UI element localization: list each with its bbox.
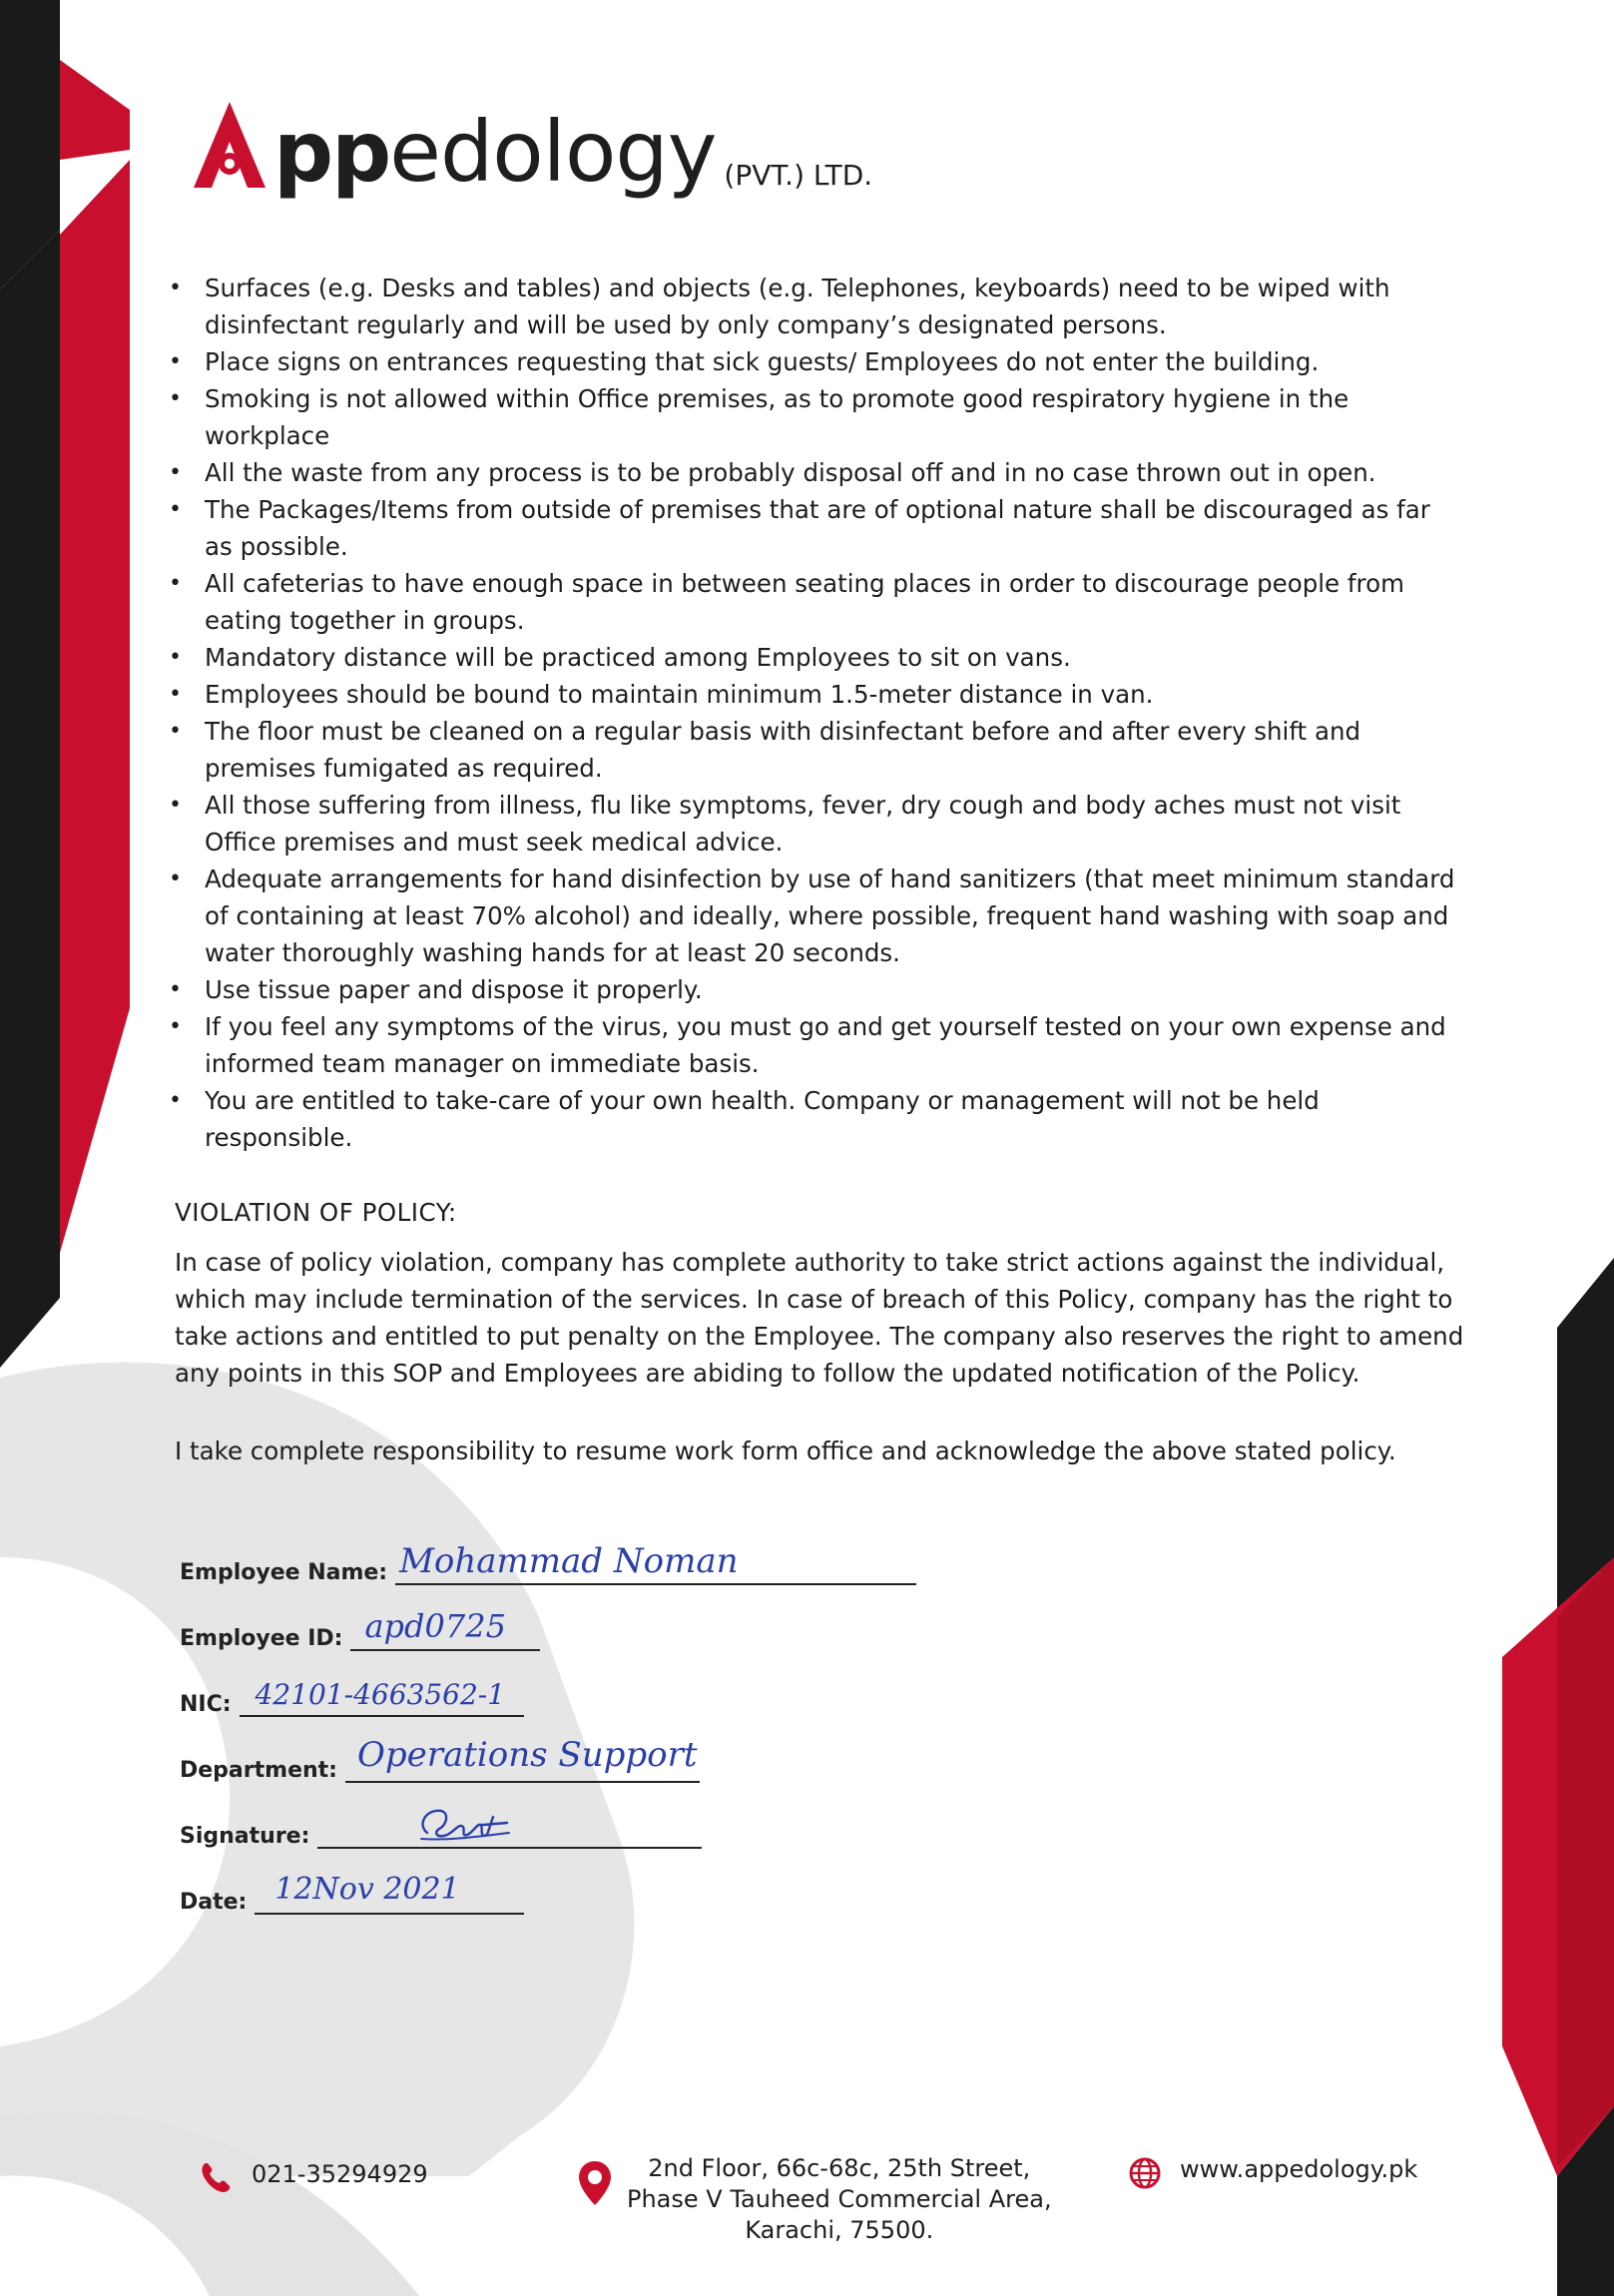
logo-a-mark-icon [190, 98, 269, 194]
list-item: • Adequate arrangements for hand disinfection by use of hand sanitizers (that meet minimum standard of containing at least 70% alcohol) and ideally, where possible, frequent hand washing with soap and water thoroughly washing hands for at least 20 seconds. [163, 861, 1460, 971]
address-line-2: Phase V Tauheed Commercial Area, [627, 2185, 1052, 2213]
employee-id-value: apd0725 [364, 1607, 506, 1645]
department-value: Operations Support [356, 1735, 698, 1775]
department-line [345, 1735, 700, 1783]
list-item: • If you feel any symptoms of the virus, you must go and get yourself tested on your own expense and informed team manager on immediate basis. [163, 1008, 1460, 1082]
logo-light-text: edology [389, 103, 717, 201]
department-field [180, 1735, 700, 1783]
guidelines-list [163, 270, 1460, 1156]
department-label: Department: [180, 1758, 337, 1783]
list-item: • Use tissue paper and dispose it properly. [163, 971, 1460, 1008]
list-item: • Place signs on entrances requesting that sick guests/ Employees do not enter the building. [163, 343, 1460, 380]
handwritten-signature [397, 1795, 527, 1851]
nic-field [180, 1677, 524, 1717]
location-pin-icon [577, 2159, 613, 2207]
logo-bold-text: pp [273, 103, 390, 201]
logo-suffix: (PVT.) LTD. [724, 159, 873, 192]
list-item: • All those suffering from illness, flu like symptoms, fever, dry cough and body aches must not visit Office premises and must seek medical advice. [163, 787, 1460, 861]
employee-id-field [180, 1607, 540, 1651]
date-line [255, 1872, 524, 1915]
list-item: • The Packages/Items from outside of premises that are of optional nature shall be discouraged as far as possible. [163, 491, 1460, 565]
nic-value: 42101-4663562-1 [255, 1678, 506, 1711]
employee-id-line [350, 1607, 540, 1651]
employee-name-field [180, 1541, 916, 1585]
footer-phone [198, 2159, 428, 2195]
address-line-3: Karachi, 75500. [745, 2216, 934, 2244]
phone-icon [198, 2159, 234, 2195]
website-link[interactable]: www.appedology.pk [1180, 2155, 1418, 2183]
address-block [627, 2153, 1052, 2246]
list-item: • Smoking is not allowed within Office premises, as to promote good respiratory hygiene in the workplace [163, 380, 1460, 454]
globe-icon [1128, 2156, 1162, 2190]
nic-line [240, 1677, 524, 1717]
list-item: • Employees should be bound to maintain minimum 1.5-meter distance in van. [163, 676, 1460, 713]
address-line-1: 2nd Floor, 66c-68c, 25th Street, [648, 2154, 1031, 2182]
signature-label: Signature: [180, 1824, 310, 1849]
list-item: • Mandatory distance will be practiced among Employees to sit on vans. [163, 639, 1460, 676]
employee-name-label: Employee Name: [180, 1560, 388, 1585]
nic-label: NIC: [180, 1692, 232, 1717]
signature-field [180, 1809, 702, 1849]
list-item: • All cafeterias to have enough space in between seating places in order to discourage people from eating together in groups. [163, 565, 1460, 639]
employee-name-value: Mohammad Noman [399, 1541, 739, 1581]
acknowledgement-text: I take complete responsibility to resume work form office and acknowledge the above stated policy. [175, 1436, 1396, 1465]
list-item: • Surfaces (e.g. Desks and tables) and objects (e.g. Telephones, keyboards) need to be wiped with disinfectant regularly and will be used by only company’s designated persons. [163, 270, 1460, 343]
footer-address [577, 2153, 1052, 2246]
violation-title: VIOLATION OF POLICY: [175, 1198, 457, 1227]
violation-text: In case of policy violation, company has complete authority to take strict actions against the individual, which may include termination of the services. In case of breach of this Policy, company has the right to take actions and entitled to put penalty on the Employee. The company also reserves the right to amend any points in this SOP and Employees are abiding to follow the updated notification of the Policy. [175, 1248, 1464, 1388]
company-logo [190, 98, 873, 201]
employee-name-line [395, 1541, 916, 1585]
list-item: • You are entitled to take-care of your own health. Company or management will not be held responsible. [163, 1082, 1460, 1156]
list-item: • All the waste from any process is to be probably disposal off and in no case thrown out in open. [163, 454, 1460, 491]
date-value: 12Nov 2021 [274, 1872, 460, 1907]
date-field [180, 1872, 524, 1915]
signature-line [317, 1809, 702, 1849]
phone-number: 021-35294929 [252, 2160, 428, 2188]
list-item: • The floor must be cleaned on a regular basis with disinfectant before and after every shift and premises fumigated as required. [163, 713, 1460, 787]
employee-id-label: Employee ID: [180, 1626, 343, 1651]
footer-website [1128, 2154, 1417, 2190]
date-label: Date: [180, 1890, 248, 1915]
